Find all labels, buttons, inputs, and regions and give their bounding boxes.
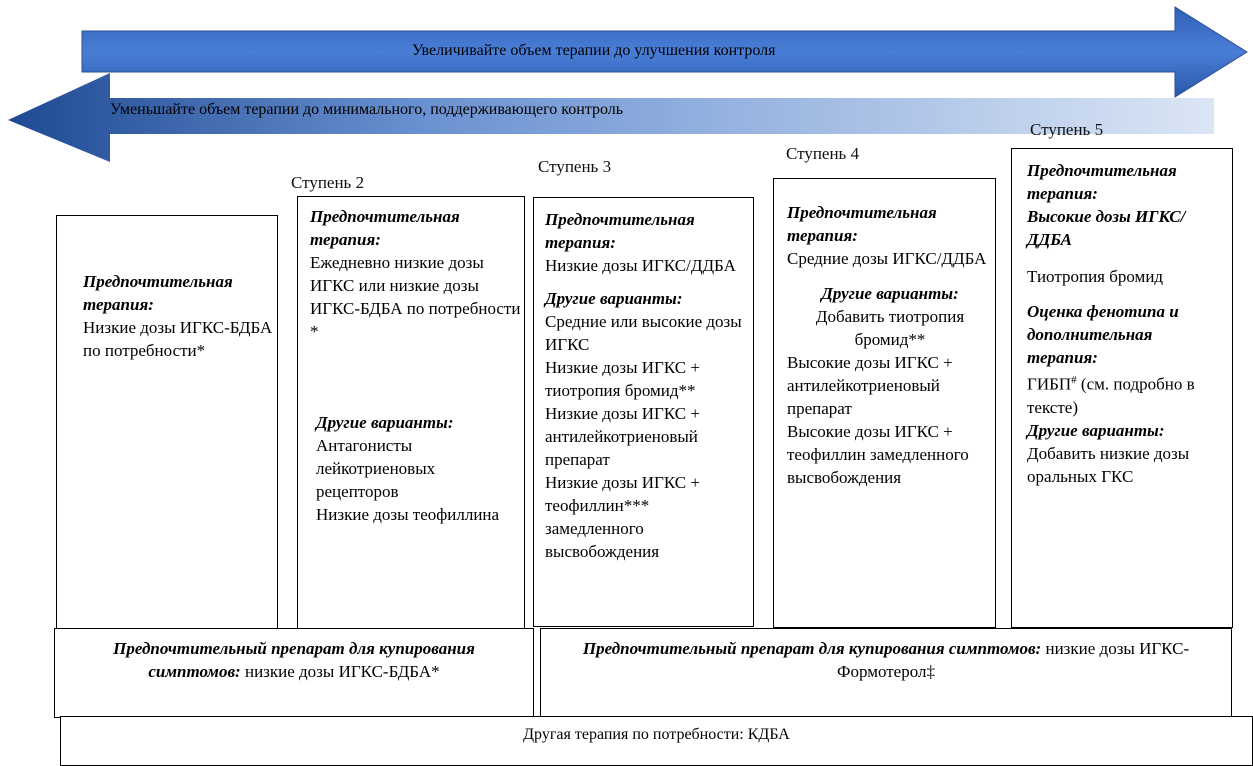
step-1-box xyxy=(56,215,278,635)
reliever-left-text: низкие дозы ИГКС-БДБА* xyxy=(240,662,440,681)
step-4-preferred-text: Средние дозы ИГКС/ДДБА xyxy=(787,249,987,268)
step-5-preferred-title: Предпочтительная терапия: xyxy=(1027,161,1177,203)
step-5-box xyxy=(1011,148,1233,628)
decrease-arrow-label: Уменьшайте объем терапии до минимального, поддерживающего контроль xyxy=(110,101,624,118)
step-5-extra-text: Тиотропия бромид xyxy=(1027,267,1164,286)
step-5-phenotype-title: Оценка фенотипа и дополнительная терапия: xyxy=(1027,302,1179,367)
step-4-box xyxy=(773,178,996,628)
other-therapy-box xyxy=(60,716,1253,766)
step-5-other-title: Другие варианты: xyxy=(1027,420,1165,440)
step-3-box xyxy=(533,197,754,627)
step-5-preferred-text: Высокие дозы ИГКС/ДДБА xyxy=(1027,207,1186,249)
step-3-other-item: Средние или высокие дозы ИГКС xyxy=(545,312,742,354)
reliever-right-text: низкие дозы ИГКС-Формотерол‡ xyxy=(837,639,1190,681)
step-4-other-item: Добавить тиотропия бромид** xyxy=(815,307,965,349)
reliever-box-left xyxy=(54,628,534,718)
step-4-preferred-title: Предпочтительная терапия: xyxy=(787,203,937,245)
step-3-other-title: Другие варианты: xyxy=(545,289,683,308)
step-2-other-item: Низкие дозы теофиллина xyxy=(316,505,500,524)
therapy-arrows xyxy=(0,0,1253,170)
reliever-left-title: Предпочтительный препарат для купирования симптомов: xyxy=(113,639,475,681)
step-5-label: Ступень 5 xyxy=(1030,120,1104,139)
step-3-preferred-text: Низкие дозы ИГКС/ДДБА xyxy=(545,256,736,275)
step-2-other-title: Другие варианты: xyxy=(316,413,454,432)
step-3-other-item: Низкие дозы ИГКС + теофиллин*** замедленного высвобождения xyxy=(545,473,700,561)
other-therapy-text: Другая терапия по потребности: КДБА xyxy=(523,726,790,743)
step-2-preferred-text: Ежедневно низкие дозы ИГКС или низкие дозы ИГКС-БДБА по потребности * xyxy=(310,253,521,341)
step-2-box xyxy=(297,196,525,635)
step-5-phenotype-text: ГИБП# (см. подробно в тексте) xyxy=(1027,374,1195,417)
step-2-preferred-title: Предпочтительная терапия: xyxy=(310,207,460,249)
step-3-other-item: Низкие дозы ИГКС + антилейкотриеновый препарат xyxy=(545,404,700,469)
step-2-other-item: Антагонисты лейкотриеновых рецепторов xyxy=(316,436,436,501)
step-4-other-item: Высокие дозы ИГКС + теофиллин замедленного высвобождения xyxy=(787,422,969,487)
step-4-label: Ступень 4 xyxy=(786,144,860,163)
step-1-preferred-text: Низкие дозы ИГКС-БДБА по потребности* xyxy=(83,318,273,360)
step-3-preferred-title: Предпочтительная терапия: xyxy=(545,210,695,252)
step-4-other-item: Высокие дозы ИГКС + антилейкотриеновый препарат xyxy=(787,353,953,418)
increase-arrow-label: Увеличивайте объем терапии до улучшения контроля xyxy=(412,42,776,59)
reliever-right-title: Предпочтительный препарат для купирования симптомов: xyxy=(582,639,1042,658)
step-1-preferred-title: Предпочтительная терапия: xyxy=(83,272,233,314)
reliever-box-right xyxy=(540,628,1232,717)
step-3-other-item: Низкие дозы ИГКС + тиотропия бромид** xyxy=(545,358,700,400)
step-5-other-item: Добавить низкие дозы оральных ГКС xyxy=(1027,443,1190,486)
step-2-label: Ступень 2 xyxy=(291,173,365,192)
step-4-other-title: Другие варианты: xyxy=(821,284,959,303)
step-3-label: Ступень 3 xyxy=(538,157,612,176)
